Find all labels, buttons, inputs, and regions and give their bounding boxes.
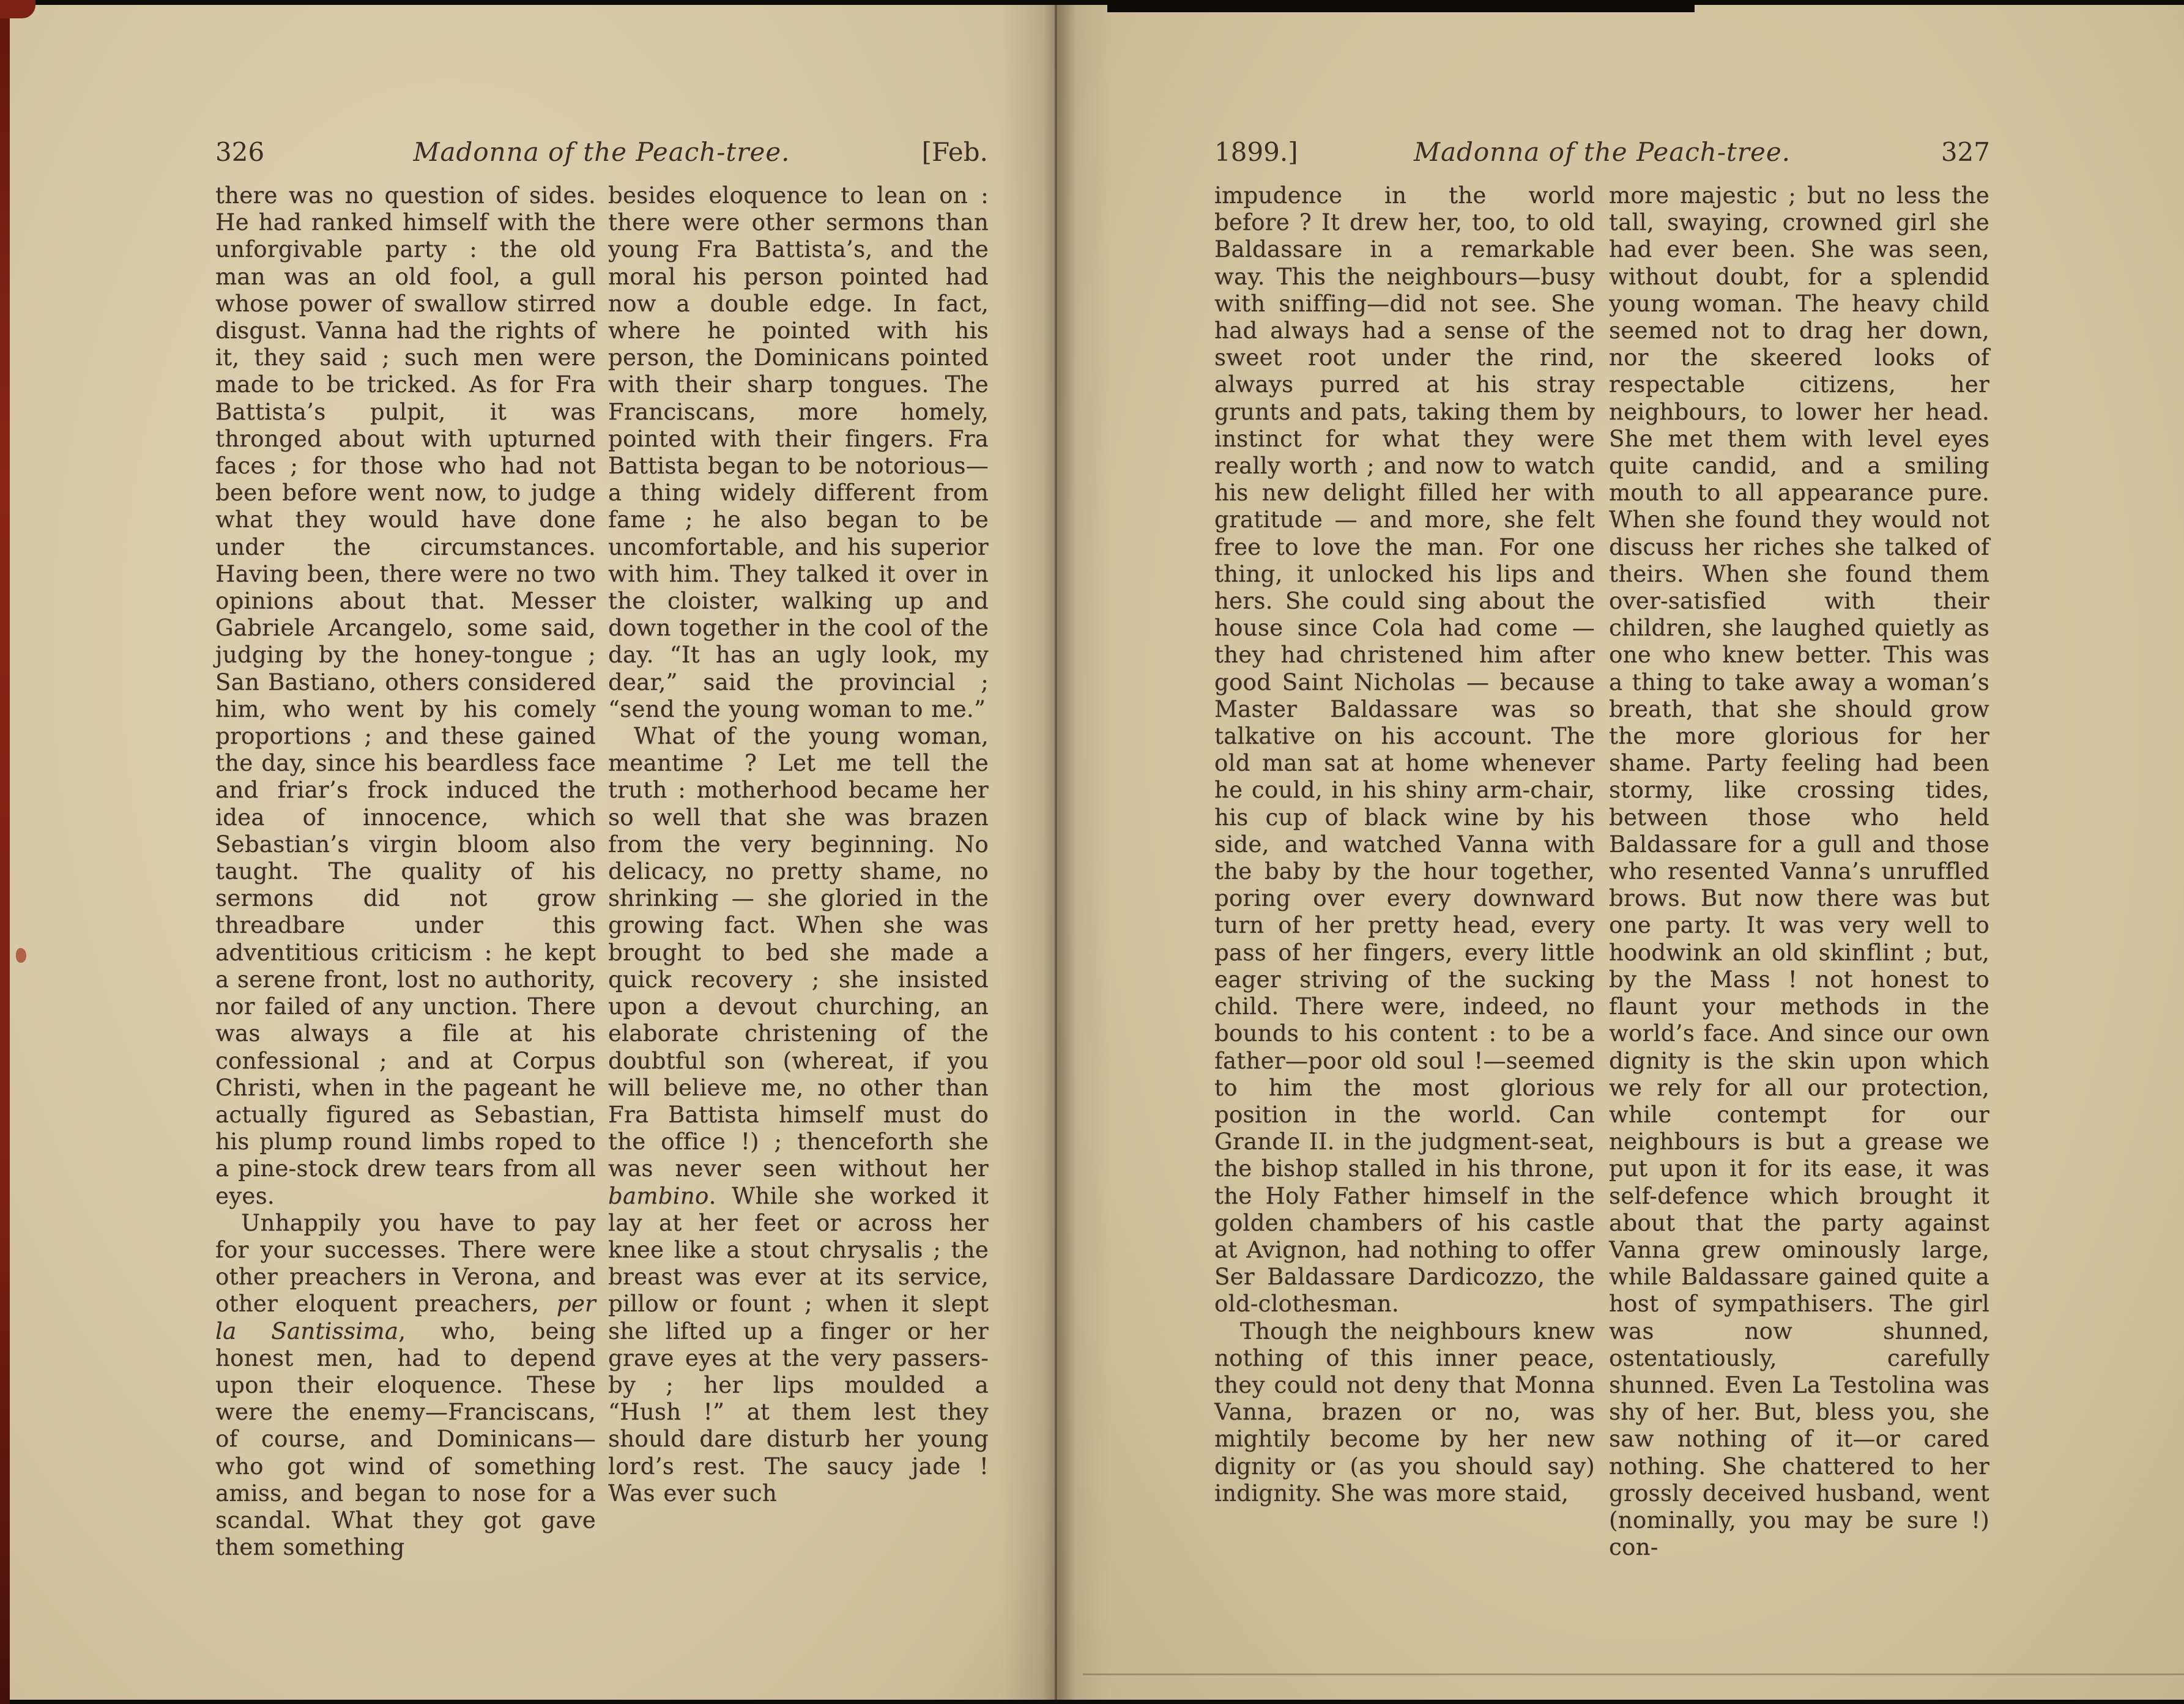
text-segment: Unhappily you have to pay for your successes. There were other preachers in Verona, and other eloquent preachers, xyxy=(215,1209,596,1317)
paragraph xyxy=(215,182,596,1210)
left-page-number: 326 xyxy=(215,137,265,167)
scan-edge-top-right xyxy=(1107,0,1695,12)
left-page-column-1 xyxy=(215,182,596,1561)
paragraph xyxy=(215,1210,596,1561)
paragraph xyxy=(1214,182,1595,1318)
right-date-mark: 1899.] xyxy=(1214,137,1298,167)
text-segment: more majestic ; but no less the tall, swaying, crowned girl she had ever been. She was seen, without doubt, for a splendid young woman. The heavy child seemed not to drag her down, nor the skeered looks of respectable citizens, her neighbours, to lower her head. She met them with level eyes quite candid, and a smiling mouth to all appearance pure. When she found they would not discuss her riches she talked of theirs. When she found them over-satisfied with their children, she laughed quietly as one who knew better. This was a thing to take away a woman’s breath, that she should grow the more glorious for her shame. Party feeling had been stormy, like crossing tides, between those who held Baldassare for a gull and those who resented Vanna’s unruffled brows. But now there was but one party. It was very well to hoodwink an old skinflint ; but, by the Mass ! not honest to flaunt your methods in the world’s face. And since our own dignity is the skin upon which we rely for all our protection, while contempt for our neighbours is but a grease we put upon it for its ease, it was self-defence which brought it about that the party against Vanna grew ominously large, while Baldassare gained quite a host of sympathisers. The girl was now shunned, ostentatiously, carefully shunned. Even La Testolina was shy of her. But, bless you, she saw nothing of it—or cared nothing. She chattered to her grossly deceived husband, went (nominally, you may be sure !) con- xyxy=(1609,182,1989,1561)
text-segment: there was no question of sides. He had ranked himself with the unforgivable party : the old man was an old fool, a gull whose power of swallow stirred disgust. Vanna had the rights of it, they said ; such men were made to be tricked. As for Fra Battista’s pulpit, it was thronged about with upturned faces ; for those who had not been before went now, to judge what they would have done under the circumstances. Having been, there were no two opinions about that. Messer Gabriele Arcangelo, some said, judging by the honey-tongue ; San Bastiano, others considered him, who went by his comely proportions ; and these gained the day, since his beardless face and friar’s frock induced the idea of innocence, which Sebastian’s virgin bloom also taught. The quality of his sermons did not grow threadbare under this adventitious criticism : he kept a serene front, lost no authority, nor failed of any unction. There was always a file at his confessional ; and at Corpus Christi, when in the pageant he actually figured as Sebastian, his plump round limbs roped to a pine-stock drew tears from all eyes. xyxy=(215,182,596,1209)
italic-text-segment: bambino xyxy=(608,1182,709,1209)
left-date-mark: [Feb. xyxy=(921,137,988,167)
scan-edge-bottom xyxy=(0,1700,2184,1704)
paragraph xyxy=(608,182,989,723)
right-page-header xyxy=(1214,137,1990,176)
text-segment: What of the young woman, meantime ? Let me tell the truth : motherhood became her so well that she was brazen from the very beginning. No delicacy, no pretty shame, no shrinking — she gloried in the growing fact. When she was brought to bed she made a quick recovery ; she insisted upon a devout churching, an elaborate christening of the doubtful son (whereat, if you will believe me, no other than Fra Battista himself must do the office !) ; thenceforth she was never seen without her xyxy=(608,723,989,1182)
text-segment: impudence in the world before ? It drew her, too, to old Baldassare in a remarkable way. This the neighbours—busy with sniffing—did not see. She had always had a sense of the sweet root under the rind, always purred at his stray grunts and pats, taking them by instinct for what they were really worth ; and now to watch his new delight filled her with gratitude — and more, she felt free to love the man. For one thing, it unlocked his lips and hers. She could sing about the house since Cola had come — they had christened him after good Saint Nicholas — because Master Baldassare was so talkative on his account. The old man sat at home whenever he could, in his shiny arm-chair, his cup of black wine by his side, and watched Vanna with the baby by the hour together, poring over every downward turn of her pretty head, every pass of her fingers, every little eager striving of the sucking child. There were, indeed, no bounds to his content : to be a father—poor old soul !—seemed to him the most glorious position in the world. Can Grande II. in the judgment-seat, the bishop stalled in his throne, the Holy Father himself in the golden chambers of his castle at Avignon, had nothing to offer Ser Baldassare Dardicozzo, the old-clothesman. xyxy=(1214,182,1595,1317)
text-segment: Though the neighbours knew nothing of this inner peace, they could not deny that Monna Vanna, brazen or no, was mightily become by her new dignity or (as you should say) indignity. She was more staid, xyxy=(1214,1317,1595,1506)
gutter-crease-line xyxy=(1055,0,1057,1704)
right-page-column-1 xyxy=(1214,182,1595,1507)
red-ink-fleck xyxy=(16,948,26,963)
right-running-title: Madonna of the Peach-tree. xyxy=(1413,137,1791,167)
left-page-column-2 xyxy=(608,182,989,1507)
paragraph xyxy=(1609,182,1989,1561)
left-page-header xyxy=(215,137,988,176)
text-segment: . While she worked it lay at her feet or across her knee like a stout chrysalis ; the breast was ever at its service, pillow or fount ; when it slept she lifted up a finger or her grave eyes at the very passers-by ; her lips moulded a “Hush !” at them lest they should dare disturb her young lord’s rest. The saucy jade ! Was ever such xyxy=(608,1182,989,1506)
paragraph xyxy=(608,723,989,1507)
right-page-number: 327 xyxy=(1941,137,1990,167)
book-spine-strip xyxy=(0,0,10,1704)
scan-edge-top xyxy=(0,0,2184,5)
right-page-column-2 xyxy=(1609,182,1989,1561)
left-running-title: Madonna of the Peach-tree. xyxy=(413,137,790,167)
right-page-bottom-edge xyxy=(1083,1673,2184,1675)
italic-text-segment: per la Santissima xyxy=(215,1291,596,1344)
paragraph xyxy=(1214,1318,1595,1507)
text-segment: , who, being honest men, had to depend upon their eloquence. These were the enemy—Franciscans, of course, and Dominicans—who got wind of something amiss, and began to nose for a scandal. What they got gave them something xyxy=(215,1317,596,1561)
book-spine-corner xyxy=(0,0,35,18)
text-segment: besides eloquence to lean on : there were other sermons than young Fra Battista’s, and the moral his person pointed had now a double edge. In fact, where he pointed with his person, the Dominicans pointed with their sharp tongues. The Franciscans, more homely, pointed with their fingers. Fra Battista began to be notorious—a thing widely different from fame ; he also began to be uncomfortable, and his superior with him. They talked it over in the cloister, walking up and down together in the cool of the day. “It has an ugly look, my dear,” said the provincial ; “send the young woman to me.” xyxy=(608,182,989,722)
